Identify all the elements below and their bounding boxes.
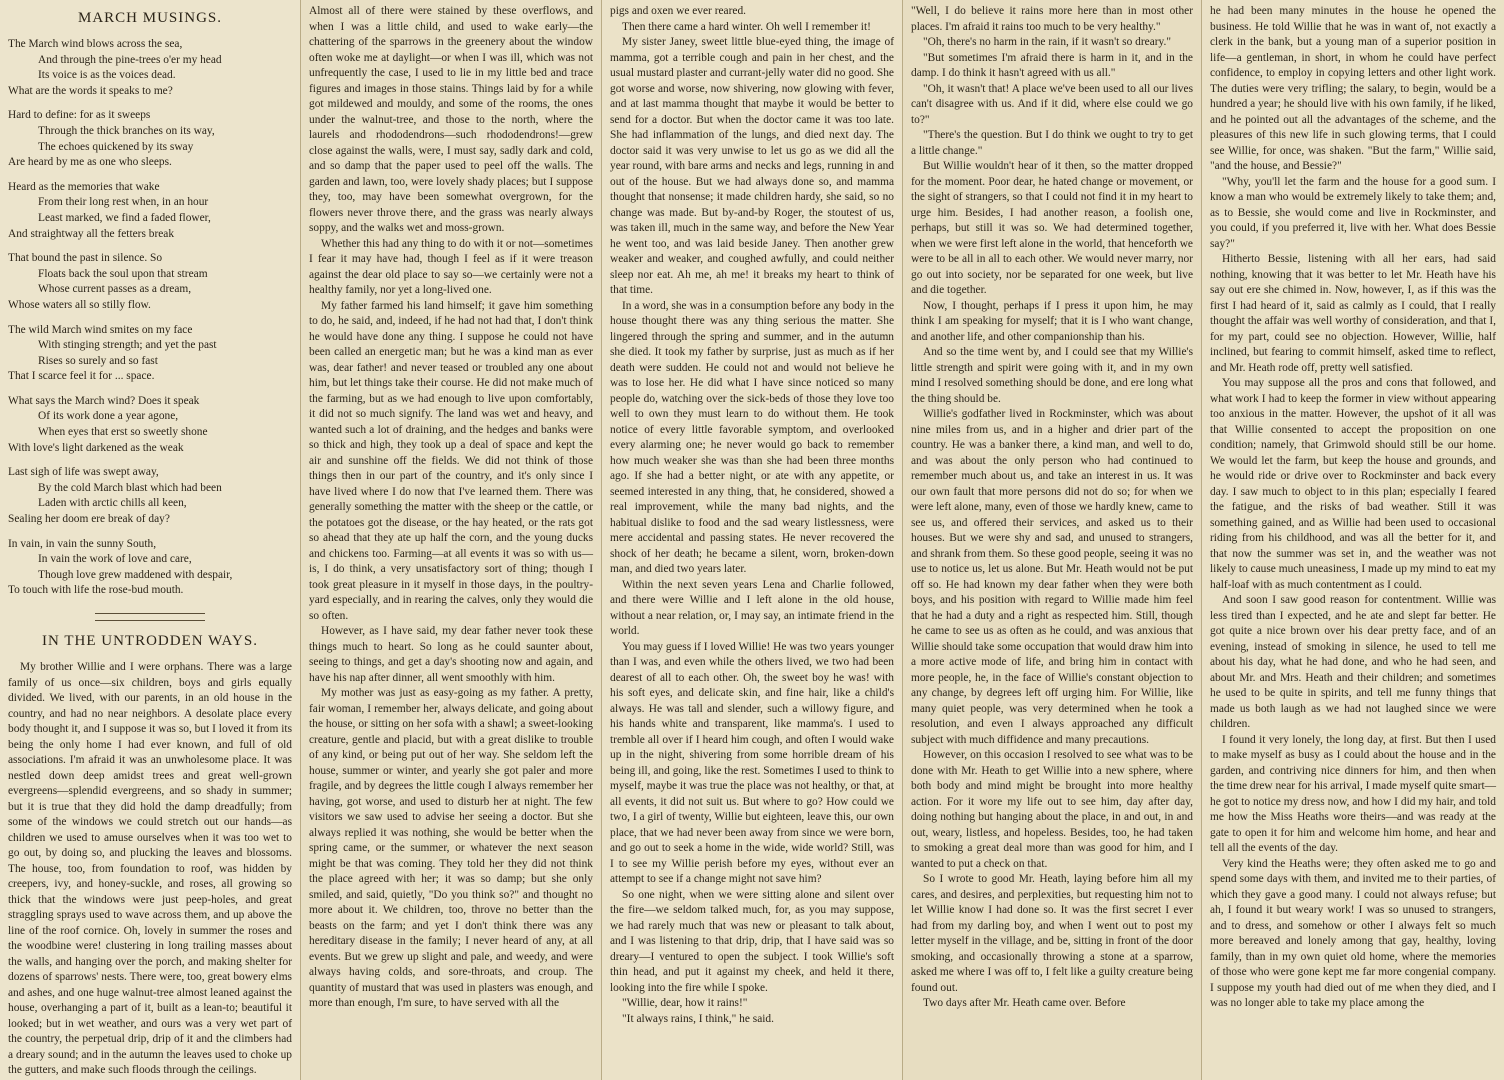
story-paragraph: Almost all of there were stained by these overflows, and when I was a little child, and used to wake early—the chattering of the sparrows in the greenery about the window often woke me at daylight—or when I was ill, which was not unfrequently the case, I used to lie in my little bed and trace figures and images in those stains. Things laid by for a while got mildewed and mouldy, and some of the rooms, the ones under the walnut-tree, and those to the north, where the laurels and rhododendrons—such rhododendrons!—grew close against the walls, were, I must say, sadly dark and cold, and so damp that the paper used to peel off the walls. The garden and lawn, too, were lovely shady places; but I suppose they, too, may have been somewhat overgrown, for the flowers never throve there, and the grass was nearly always soppy, and the walks wet and moss-grown.	[309, 5, 593, 234]
story-paragraph: My brother Willie and I were orphans. There was a large family of us once—six children, boys and girls equally divided. We lived, with our parents, in an old house in the country, and had no near neighbors. A desolate place every body thought it, and I suppose it was so, but I loved it from its being the only home I had ever known, and full of old associations. I'm afraid it was an unwholesome place. It was nestled down deep amidst trees and great well-grown evergreens—splendid evergreens, and so shady in summer; but it is true that they did hold the damp dreadfully; from some of the windows we could stretch out our hands—as children we used to amuse ourselves when it was too wet to go out, by doing so, and plucking the leaves and blossoms. The house, too, from foundation to roof, was hidden by creepers, ivy, and honey-suckle, and roses, all growing so thick that the windows were just peep-holes, and great straggling sprays used to wave across them, and up above the line of the roof cornice. Oh, lovely in summer the roses and the woodbine were! clustering in long trailing masses about the walls, and hanging over the porch, and making shelter for dozens of sparrows' nests. There were, too, great bowery elms and ashes, and one huge walnut-tree almost leaned against the house, overhanging a part of it, built as a lean-to; beautiful it looked; but in wet weather, and ours was a very wet part of the country, the perpetual drip, drip of it and the climbers had a dreary sound; and in the autumn the leaves used to choke up the gutters, and make such floods through the ceilings.	[8, 661, 292, 1076]
poem-line: Least marked, we find a faded flower,	[38, 211, 211, 224]
poem-stanza	[8, 323, 292, 385]
story-paragraph: "Willie, dear, how it rains!"	[622, 997, 748, 1009]
poem-line: What says the March wind? Does it speak	[8, 394, 200, 407]
story-paragraph: However, on this occasion I resolved to see what was to be done with Mr. Heath to get Willie into a new sphere, where both body and mind might be brought into more healthy action. For it wore my life out to see him, day after day, doing nothing but hanging about the place, in and out, in and out, weary, listless, and hopeless. Besides, too, he had taken to smoking a great deal more than was good for him, and I wanted to put a check on that.	[911, 749, 1193, 870]
poem-line: Whose waters all so stilly flow.	[8, 298, 151, 311]
story-paragraph: But Willie wouldn't hear of it then, so the matter dropped for the moment. Poor dear, he hated change or movement, or the sight of strangers, so that I could not find it in my heart to urge him. Besides, I had another reason, a foolish one, perhaps, but still it was so. We had determined together, when we were first left alone in the world, that henceforth we were to be all in all to each other. We would never marry, nor go out into society, nor be separated for one week, but live and die together.	[911, 160, 1193, 296]
story-paragraph: Within the next seven years Lena and Charlie followed, and there were Willie and I left alone in the old house, without a near relation, or, I may say, an intimate friend in the world.	[610, 578, 894, 637]
story-paragraph: Then there came a hard winter. Oh well I remember it!	[622, 20, 871, 33]
poem-line: Its voice is as the voices dead.	[38, 69, 176, 82]
poem-body	[8, 37, 292, 599]
poem-line: Floats back the soul upon that stream	[38, 267, 208, 280]
poem-stanza	[8, 251, 292, 313]
story-paragraph: Willie's godfather lived in Rockminster, which was about nine miles from us, and in a higher and drier part of the country. He was a banker there, a kind man, and well to do, and was about the only person who had continued to remember much about us, and take an interest in us. It was our own fault that more persons did not do so; for when we were left alone, many, even of those we hardly knew, came to see us, and offered their services, and asked us to their houses. But we were shy and sad, and unused to strangers, and shrank from them. So these good people, seeing it was no use to notice us, let us alone. But Mr. Heath would not be put off so. He had known my dear father when they were both boys, and his position with regard to Willie made him feel that he had a duty and a right as respected him. Still, though he came to see us as often as he could, and was anxious that Willie should take some occupation that would draw him into a more active mode of life, and bring him in contact with more people, he, in the face of Willie's constant objection to any change, by degrees left off urging him. For Willie, like many quiet people, was very determined when he took a resolution, and even I always approached any difficult subject with much diffidence and many precautions.	[911, 408, 1193, 746]
poem-stanza	[8, 180, 292, 242]
poem-line: Though love grew maddened with despair,	[38, 568, 233, 581]
poem-line: And through the pine-trees o'er my head	[38, 53, 222, 66]
story-paragraph: "Oh, there's no harm in the rain, if it wasn't so dreary."	[923, 36, 1172, 48]
story-paragraph: "Why, you'll let the farm and the house for a good sum. I know a man who would be extremely likely to take them; and, as to Bessie, she would come and live in Rockminster, and you could, if you preferred it, live with her. What does Bessie say?"	[1210, 175, 1496, 250]
poem-line: From their long rest when, in an hour	[38, 196, 209, 209]
poem-stanza	[8, 537, 292, 599]
story-paragraph: "Oh, it wasn't that! A place we've been used to all our lives can't disagree with us. And if it did, where else could we go to?"	[911, 82, 1193, 126]
poem-line: In vain, in vain the sunny South,	[8, 537, 157, 550]
story-paragraph: "But sometimes I'm afraid there is harm in it, and in the damp. I do think it hasn't agreed with us all."	[911, 51, 1193, 79]
story-title: IN THE UNTRODDEN WAYS.	[42, 633, 258, 649]
poem-line: What are the words it speaks to me?	[8, 84, 173, 97]
poem-line: That bound the past in silence. So	[8, 252, 163, 265]
poem-stanza	[8, 465, 292, 527]
poem-line: Whose current passes as a dream,	[38, 283, 192, 296]
poem-line: By the cold March blast which had been	[38, 481, 222, 494]
story-paragraph: he had been many minutes in the house he opened the business. He told Willie that he was in want of, not exactly a clerk in the bank, but a young man of a superior position in life—a gentleman, in short, in whom he could have perfect confidence, to employ in copying letters and other light work. The duties were very trifling; the salary, to begin, would be a hundred a year; he should live with his own family, if he liked, and he pointed out all the advantages of the scheme, and the pleasures of this new life in such glowing terms, that I could see Willie, for once, was shaken. "But the farm," Willie said, "and the house, and Bessie?"	[1210, 5, 1496, 172]
poem-line: In vain the work of love and care,	[38, 553, 192, 566]
poem-line: Rises so surely and so fast	[38, 354, 158, 367]
poem-line: Laden with arctic chills all keen,	[38, 497, 187, 510]
poem-line: Through the thick branches on its way,	[38, 124, 215, 137]
story-paragraph: My mother was just as easy-going as my father. A pretty, fair woman, I remember her, always delicate, and going about the house, or sitting on her sofa with a shawl; a sweet-looking creature, gentle and placid, but with a great dislike to trouble of any kind, or being put out of her way. She seldom left the house, summer or winter, and yearly she got paler and more fragile, and by degrees the little cough I always remember her having, got worse, and used to disturb her at night. The few visitors we saw used to advise her seeing a doctor. But she always replied it was nothing, she would be better when the spring came, or the summer, or whatever the next season might be that was coming. They told her they did not think the place agreed with her; it was so damp; but she only smiled, and said, quietly, "Do you think so?" and thought no more about it. We children, too, throve no better than the beasts on the farm; and yet I don't think there was any hereditary disease in the family; I never heard of any, at all events. But we grew up slight and pale, and weedy, and were always having colds, and sore-throats, and croup. The quantity of mustard that was used in plasters was enough, and more than enough, I'm sure, to have served with all the	[309, 687, 593, 1009]
column-3	[601, 0, 902, 1080]
poem-line: When eyes that erst so sweetly shone	[38, 426, 208, 439]
story-paragraph: So I wrote to good Mr. Heath, laying before him all my cares, and desires, and perplexities, but requesting him not to let Willie know I had done so. It was the first secret I ever had from my darling boy, and when I went out to post my letter myself in the village, and be, sitting in front of the door smoking, and occasionally throwing a stone at a sparrow, asked me where I was off to, I felt like a guilty creature being found out.	[911, 873, 1193, 994]
story-paragraph: You may suppose all the pros and cons that followed, and what work I had to keep the former in view without appearing too anxious in the matter. However, the upshot of it all was that Willie consented to accept the proposition on one condition; namely, that Grimwold should still be our home. We would let the farm, but keep the house and grounds, and he would ride or drive over to Rockminster and back every day. I saw much to object to in this plan; especially I feared the fatigue, and the risks of bad weather. Still it was something gained, and as Willie had been used to occasional riding from his childhood, and was all the better for it, and that now the summer was set in, and the weather was not likely to cause much uneasiness, I made up my mind to eat my half-loaf with as much contentment as I could.	[1210, 377, 1496, 591]
column-5	[1201, 0, 1504, 1080]
story-paragraph: My father farmed his land himself; it gave him something to do, he said, and, indeed, if he had not had that, I don't think he would have done any thing. I suppose he could not have been called an energetic man; but he was a kind man as ever was, dear father! and never teased or troubled any one about him, but let things take their course. He did not make much of the farming, but as we had enough to live upon comfortably, it did not so much signify. The land was wet and heavy, and wanted such a lot of draining, and the hedges and banks were so thick and high, they took up a deal of space and kept the air and sunshine off the fields. We did not think of those things then in our part of the country, and it's only since I have lived where I do now that I've learned them. There was generally something the matter with the sheep or the cattle, or the potatoes got the disease, or the hay heated, or the rats got so ahead that they ate up half the corn, and the young ducks and chickens too. Farming—at all events it was so with us—is, I do think, a very unsatisfactory sort of thing; though I took great pleasure in it myself in those days, in the poultry-yard especially, and in rearing the calves, only they would die so often.	[309, 299, 593, 622]
story-paragraph: pigs and oxen we ever reared.	[610, 5, 746, 17]
story-paragraph: I found it very lonely, the long day, at first. But then I used to make myself as busy as I could about the house and in the garden, and contriving nice dinners for him, and then when the time drew near for his arrival, I made myself quite smart—he got to notice my dress now, and how I did my hair, and told me how the Miss Heaths wore theirs—and was ready at the gate to open it for him and welcome him home, and hear and tell all the events of the day.	[1210, 733, 1496, 854]
poem-line: And straightway all the fetters break	[8, 227, 175, 240]
story-paragraph: In a word, she was in a consumption before any body in the house thought there was any thing serious the matter. She lingered through the spring and summer, and in the autumn she died. It took my father by surprise, just as much as if her death were sudden. He could not and would not believe he was to lose her. He did what I have since noticed so many people do, watching over the sick-beds of those they love too well to own they must learn to do without them. He took notice of every little favorable symptom, and overlooked every alarming one; he never would go back to remember how much weaker she was than she had been three months ago. If she had a better night, or ate with any appetite, or seemed interested in any thing, that, he considered, showed a real improvement, while the many bad nights, and the habitual dislike to food and the sad weary listlessness, were mere accidental and passing states. He never recovered the shock of her death; he became a silent, worn, broken-down man, and died two years later.	[610, 299, 894, 575]
column-4	[902, 0, 1201, 1080]
poem-line: Hard to define: for as it sweeps	[8, 109, 151, 122]
story-paragraph: "There's the question. But I do think we ought to try to get a little change."	[911, 129, 1193, 157]
column-1	[0, 0, 300, 1080]
story-paragraph: Two days after Mr. Heath came over. Before	[923, 997, 1126, 1009]
story-paragraph: Very kind the Heaths were; they often asked me to go and spend some days with them, and invited me to their parties, of which they gave a good many. I could not always refuse; but ah, I found it but weary work! I was so unused to strangers, and to dress, and somehow or other I always felt so much more bereaved and lonely among that gay, healthy, loving family, than in my own quiet old home, where the memories of those who were gone kept me far more congenial company. I suppose my youth had died out of me when they died, and I was no longer able to take my place among the	[1210, 857, 1496, 1009]
story-paragraph: You may guess if I loved Willie! He was two years younger than I was, and even while the others lived, we two had been dearest of all to each other. Oh, the sweet boy he was! with his soft eyes, and delicate skin, and fine hair, like a child's always. He was tall and slender, such a willowy figure, and his hands white and transparent, like mamma's. I used to tremble all over if I heard him cough, and often I would wake up in the night, shivering from some horrible dream of his being ill, and going, like the rest. Sometimes I used to think to myself, maybe it was true the place was not healthy, or that, at all events, it did not suit us. But where to go? How could we two, I a girl of twenty, Willie but eighteen, leave this, our own place, that we had never been away from since we were born, and go out to seek a home in the wide, wide world? Still, was I to see my Willie perish before my eyes, without ever an attempt to see if a change might not save him?	[610, 640, 894, 885]
column-2	[300, 0, 601, 1080]
poem-stanza	[8, 37, 292, 99]
section-divider	[95, 613, 205, 621]
story-paragraph: "It always rains, I think," he said.	[622, 1012, 774, 1025]
poem-line: That I scarce feel it for ... space.	[8, 370, 155, 383]
poem-line: With love's light darkened as the weak	[8, 441, 184, 454]
poem-line: Last sigh of life was swept away,	[8, 466, 159, 479]
story-paragraph: However, as I have said, my dear father never took these things much to heart. So long as he could saunter about, seeing to things, and get a day's shooting now and again, and have his nap after dinner, all went smoothly with him.	[309, 625, 593, 684]
story-paragraph: And soon I saw good reason for contentment. Willie was less tired than I expected, and he ate and slept far better. He got quite a nice brown over his dear pretty face, and of an evening, instead of smoking in silence, he used to tell me about his day, what he had done, and who he had seen, and about Mr. and Mrs. Heath and their children; and sometimes he used to be quite in spirits, and tell me funny things that made us both laugh as we had not laughed since we were children.	[1210, 594, 1496, 730]
poem-line: Are heard by me as one who sleeps.	[8, 156, 172, 169]
poem-line: The March wind blows across the sea,	[8, 38, 183, 50]
poem-line: Of its work done a year agone,	[38, 410, 179, 423]
poem-title: MARCH MUSINGS.	[77, 10, 223, 26]
story-paragraph: So one night, when we were sitting alone and silent over the fire—we seldom talked much, for, as you may suppose, we had rarely much that was new or pleasant to talk about, and I was listening to that drip, drip, that I have said was so dreary—I ventured to open the subject. I took Willie's soft thin head, and put it against my cheek, and held it there, looking into the fire while I spoke.	[610, 888, 894, 994]
poem-stanza	[8, 394, 292, 456]
story-paragraph: "Well, I do believe it rains more here than in most other places. I'm afraid it rains too much to be very healthy."	[911, 5, 1193, 33]
poem-line: To touch with life the rose-bud mouth.	[8, 584, 184, 597]
story-paragraph: My sister Janey, sweet little blue-eyed thing, the image of mamma, got a terrible cough and pain in her chest, and the usual mustard plaster and currant-jelly water did no good. She got worse and worse, now shivering, now glowing with fever, and at last mamma thought that maybe it would be better to send for a doctor. But when the doctor came it was too late. She had inflammation of the lungs, and died next day. The doctor said it was very unwise to let us go as we did all the year round, with bare arms and necks and legs, running in and out of the house. But we had always done so, and mamma thought that nonsense; it made children hardy, she said, so no change was made. But by-and-by Roger, the stoutest of us, was taken ill, much in the same way, and before the New Year he went too, and was laid beside Janey. Then another grew weaker and weaker, and coughed awfully, and could neither sleep nor eat. Ah me, ah me! it breaks my heart to think of that time.	[610, 36, 894, 296]
poem-line: Sealing her doom ere break of day?	[8, 513, 170, 526]
poem-line: Heard as the memories that wake	[8, 180, 160, 193]
poem-line: The wild March wind smites on my face	[8, 323, 193, 336]
story-paragraph: Now, I thought, perhaps if I press it upon him, he may think I am speaking for myself; that it is I who want change, and another life, and other companionship than his.	[911, 299, 1193, 343]
story-paragraph: And so the time went by, and I could see that my Willie's little strength and spirit were going with it, and in my own mind I resolved something should be done, and ere long what the thing should be.	[911, 346, 1193, 405]
poem-line: With stinging strength; and yet the past	[38, 339, 217, 352]
story-paragraph: Hitherto Bessie, listening with all her ears, had said nothing, knowing that it was better to let Mr. Heath have his say out ere she chimed in. Now, however, I, as if this was the first I had heard of it, said as calmly as I could, that I really thought the affair was well worthy of consideration, and that I, for my part, could see no objection. However, Willie, half inclined, but fearing to commit himself, asked time to reflect, and Mr. Heath rode off, pretty well satisfied.	[1210, 253, 1496, 374]
story-paragraph: Whether this had any thing to do with it or not—sometimes I fear it may have had, though I feel as if it were treason against the dear old place to say so—we certainly were not a healthy family, nor yet a long-lived one.	[309, 237, 593, 296]
poem-line: The echoes quickened by its sway	[38, 140, 194, 153]
poem-stanza	[8, 108, 292, 170]
